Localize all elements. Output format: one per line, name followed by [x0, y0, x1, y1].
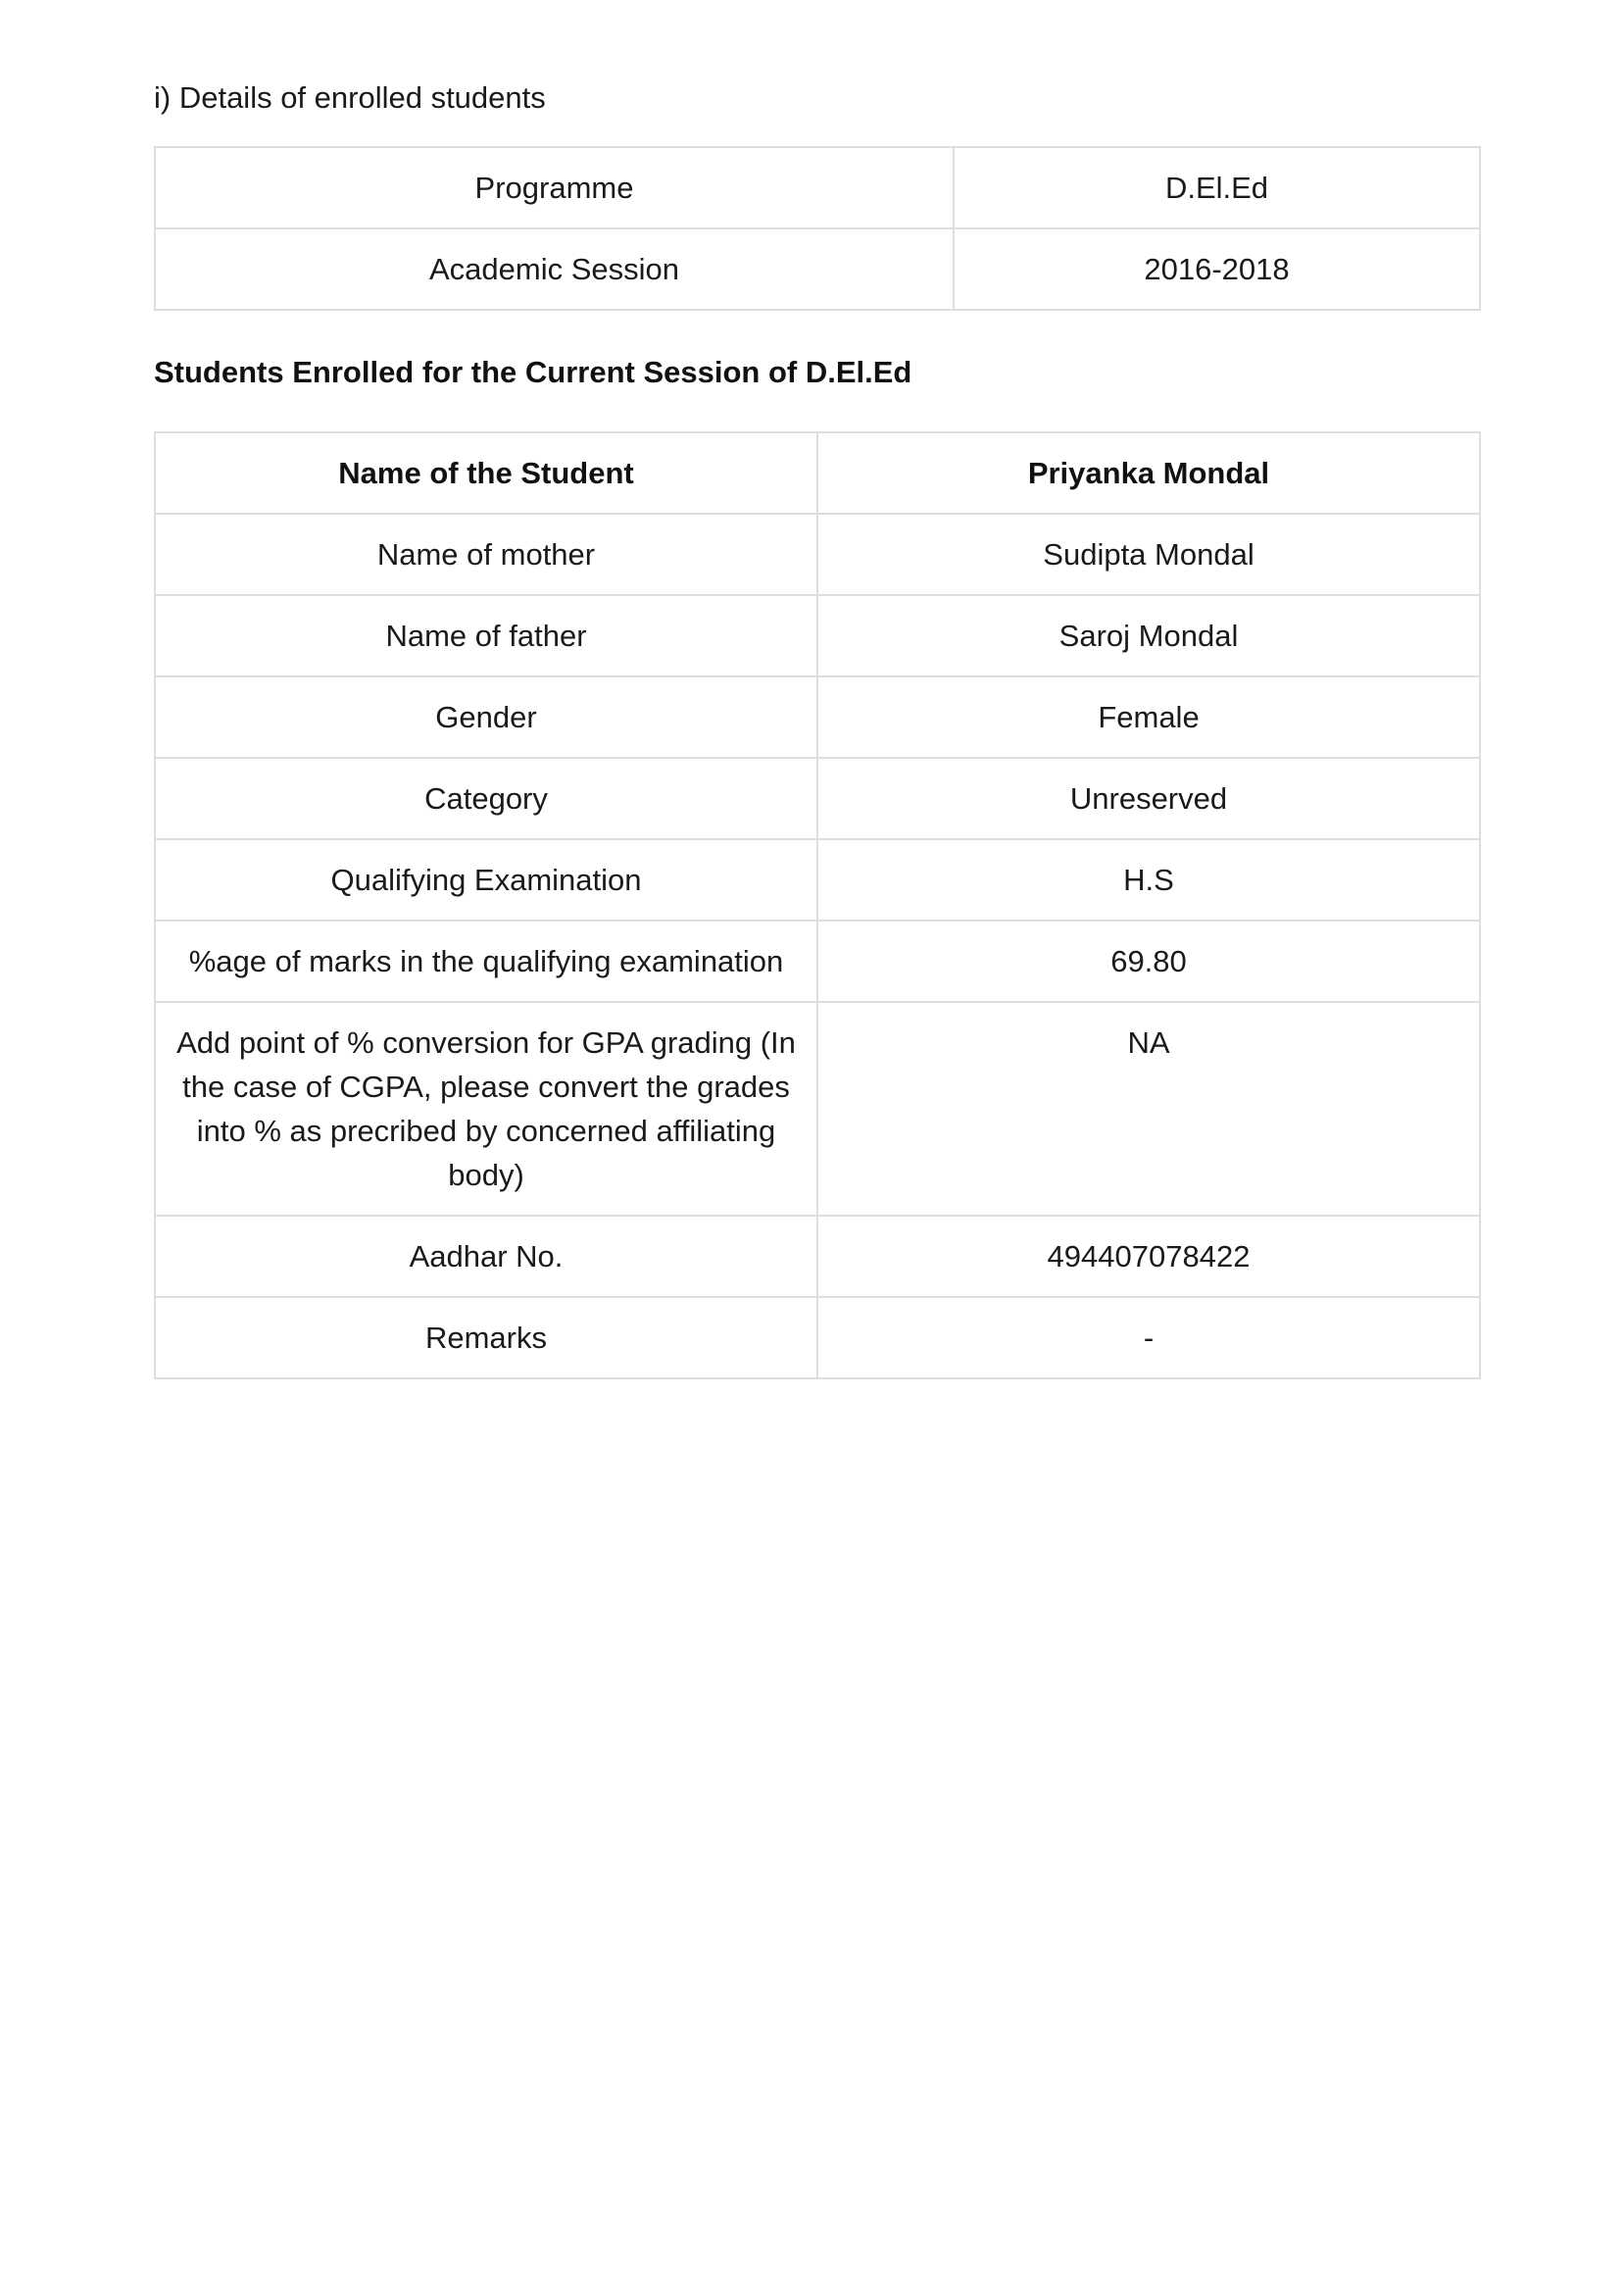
table-row [155, 921, 1480, 1002]
aadhar-value: 494407078422 [817, 1216, 1480, 1297]
section-heading: i) Details of enrolled students [154, 80, 546, 115]
table-row [155, 676, 1480, 758]
students-heading: Students Enrolled for the Current Session of D.El.Ed [154, 355, 912, 389]
mother-name-value: Sudipta Mondal [817, 514, 1480, 595]
marks-percentage-value: 69.80 [817, 921, 1480, 1002]
table-row [155, 1002, 1480, 1216]
table-row [155, 1297, 1480, 1378]
gender-label: Gender [155, 676, 817, 758]
table-row [155, 839, 1480, 921]
father-name-label: Name of father [155, 595, 817, 676]
programme-label: Programme [155, 147, 954, 228]
academic-session-value: 2016-2018 [954, 228, 1480, 310]
gpa-conversion-value: NA [817, 1002, 1480, 1216]
qualifying-exam-label: Qualifying Examination [155, 839, 817, 921]
father-name-value: Saroj Mondal [817, 595, 1480, 676]
table-row [155, 147, 1480, 228]
qualifying-exam-value: H.S [817, 839, 1480, 921]
mother-name-label: Name of mother [155, 514, 817, 595]
gpa-conversion-label: Add point of % conversion for GPA grading (In the case of CGPA, please convert the grades into % as precribed by concerned affiliating body) [155, 1002, 817, 1216]
academic-session-label: Academic Session [155, 228, 954, 310]
student-name-label: Name of the Student [155, 432, 817, 514]
remarks-label: Remarks [155, 1297, 817, 1378]
table-row [155, 228, 1480, 310]
remarks-value: - [817, 1297, 1480, 1378]
category-value: Unreserved [817, 758, 1480, 839]
aadhar-label: Aadhar No. [155, 1216, 817, 1297]
student-name-value: Priyanka Mondal [817, 432, 1480, 514]
student-details-table [154, 431, 1481, 1379]
programme-table [154, 146, 1481, 311]
table-row [155, 1216, 1480, 1297]
table-row [155, 514, 1480, 595]
programme-value: D.El.Ed [954, 147, 1480, 228]
table-header-row [155, 432, 1480, 514]
marks-percentage-label: %age of marks in the qualifying examination [155, 921, 817, 1002]
gender-value: Female [817, 676, 1480, 758]
category-label: Category [155, 758, 817, 839]
table-row [155, 595, 1480, 676]
table-row [155, 758, 1480, 839]
